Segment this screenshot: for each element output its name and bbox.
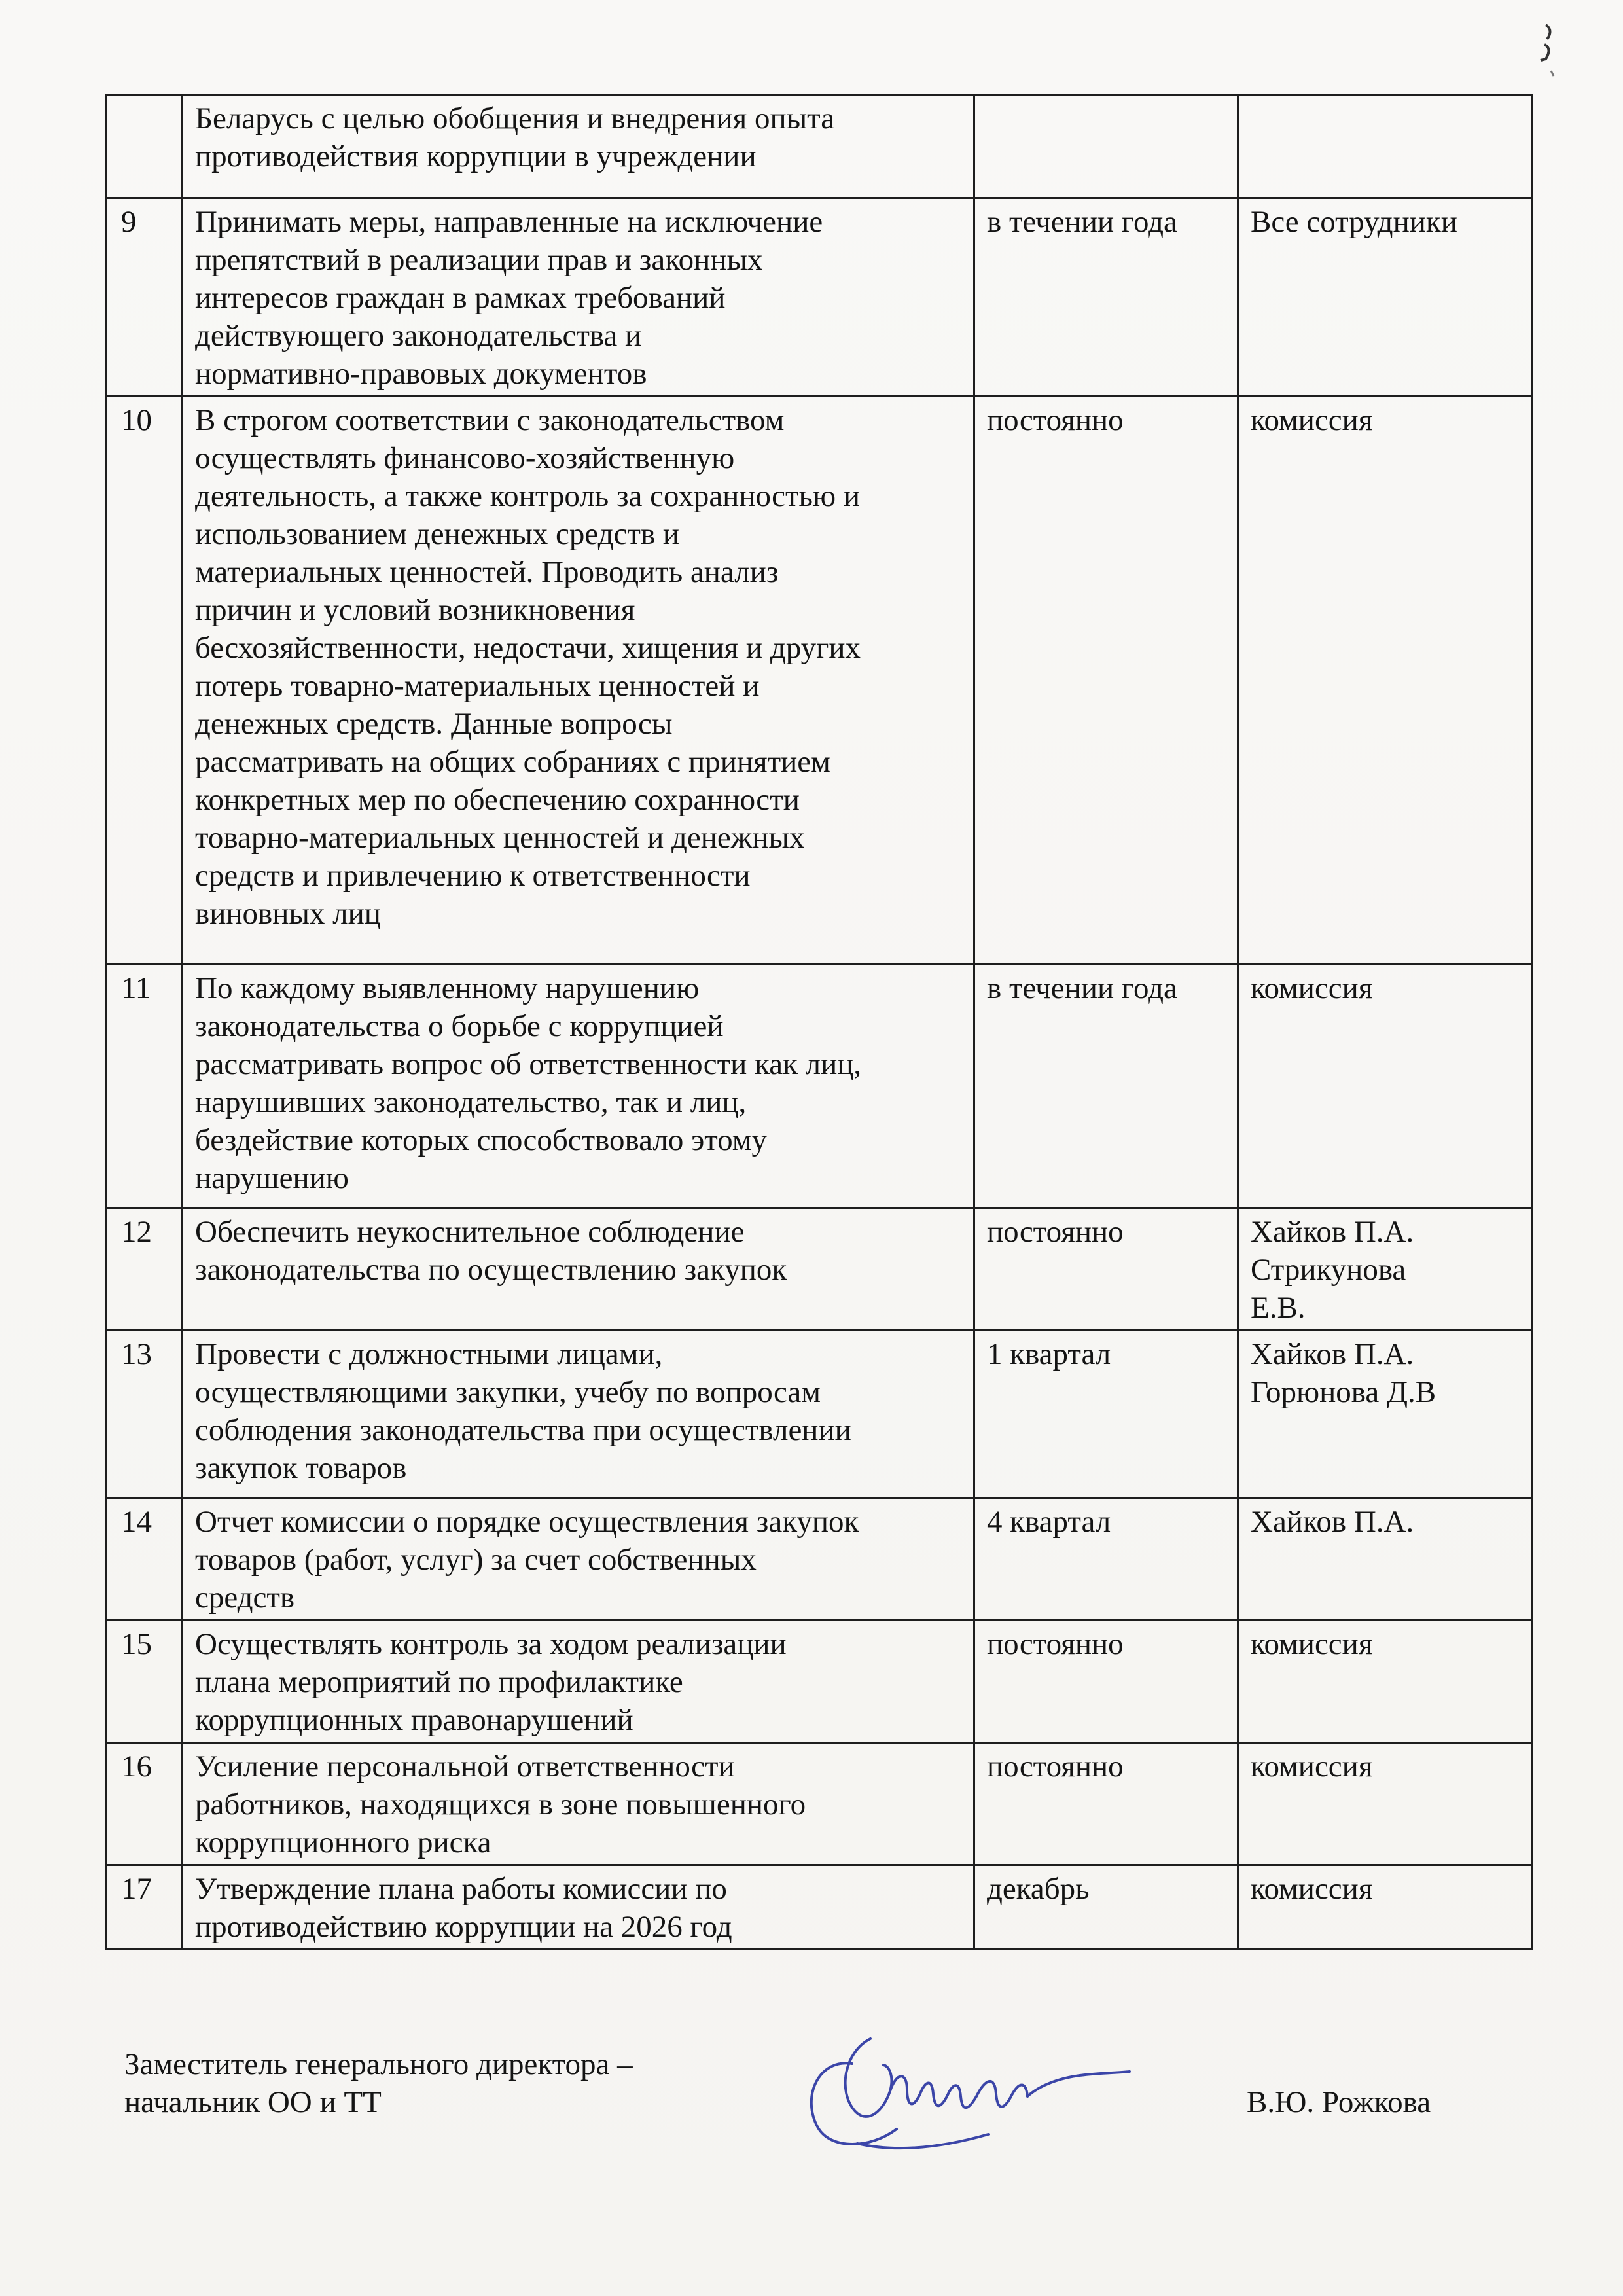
row-action: Отчет комиссии о порядке осуществления закупок товаров (работ, услуг) за счет собственных средств xyxy=(195,1505,859,1615)
row-action-cell xyxy=(183,198,974,397)
row-number-cell xyxy=(106,397,183,965)
row-term-cell xyxy=(974,1208,1238,1331)
row-action: Осуществлять контроль за ходом реализации плана мероприятий по профилактике коррупционных правонарушений xyxy=(195,1627,787,1737)
row-responsible-cell xyxy=(1238,1621,1533,1743)
row-responsible-cell xyxy=(1238,397,1533,965)
table-row xyxy=(106,1743,1533,1865)
row-action-cell xyxy=(183,1331,974,1498)
row-responsible: Хайков П.А. Горюнова Д.В xyxy=(1251,1337,1436,1409)
row-responsible-cell xyxy=(1238,965,1533,1208)
table-row xyxy=(106,1208,1533,1331)
row-number-cell xyxy=(106,1498,183,1621)
row-action-cell xyxy=(183,1621,974,1743)
row-number: 13 xyxy=(121,1337,152,1371)
row-term-cell xyxy=(974,198,1238,397)
row-term-cell xyxy=(974,1621,1238,1743)
row-number-cell xyxy=(106,1743,183,1865)
row-responsible-cell xyxy=(1238,1865,1533,1950)
row-action: Усиление персональной ответственности работников, находящихся в зоне повышенного коррупционного риска xyxy=(195,1749,806,1859)
row-action-cell xyxy=(183,1208,974,1331)
row-number: 17 xyxy=(121,1872,152,1906)
row-number-cell xyxy=(106,1865,183,1950)
row-number: 10 xyxy=(121,403,152,437)
table-row xyxy=(106,1865,1533,1950)
edge-mark xyxy=(1531,13,1571,105)
row-number-cell xyxy=(106,198,183,397)
signatory-position: Заместитель генерального директора – начальник ОО и ТТ xyxy=(124,2047,633,2119)
row-action-cell xyxy=(183,1743,974,1865)
table-row xyxy=(106,1621,1533,1743)
row-action: Обеспечить неукоснительное соблюдение законодательства по осуществлению закупок xyxy=(195,1215,787,1287)
row-term: в течении года xyxy=(987,971,1177,1005)
row-term: в течении года xyxy=(987,205,1177,239)
table-row xyxy=(106,1331,1533,1498)
table-row xyxy=(106,965,1533,1208)
row-responsible-cell xyxy=(1238,1498,1533,1621)
signatory-name: В.Ю. Рожкова xyxy=(1247,2085,1431,2119)
row-term-cell xyxy=(974,95,1238,198)
row-term-cell xyxy=(974,965,1238,1208)
row-term: декабрь xyxy=(987,1872,1090,1906)
row-number: 15 xyxy=(121,1627,152,1661)
row-term-cell xyxy=(974,397,1238,965)
row-responsible: комиссия xyxy=(1251,403,1373,437)
row-responsible-cell xyxy=(1238,1208,1533,1331)
table-row xyxy=(106,198,1533,397)
row-term: постоянно xyxy=(987,403,1124,437)
row-responsible-cell xyxy=(1238,95,1533,198)
row-action: Провести с должностными лицами, осуществляющими закупки, учебу по вопросам соблюдения законодательства при осуществлении закупок товаров xyxy=(195,1337,851,1485)
handwritten-signature xyxy=(792,2013,1132,2163)
row-action: По каждому выявленному нарушению законодательства о борьбе с коррупцией рассматривать вопрос об ответственности как лиц, нарушивших законодательство, так и лиц, бездействие которых способствовало этому нарушению xyxy=(195,971,862,1195)
row-number-cell xyxy=(106,1208,183,1331)
row-number: 16 xyxy=(121,1749,152,1784)
row-action: В строгом соответствии с законодательством осуществлять финансово-хозяйственную деятельность, а также контроль за сохранностью и использованием денежных средств и материальных ценностей. Проводить анализ причин и условий возникновения бесхозяйственности, недостачи, хищения и других потерь товарно-материальных ценностей и денежных средств. Данные вопросы рассматривать на общих собраниях с принятием конкретных мер по обеспечению сохранности товарно-материальных ценностей и денежных средств и привлечению к ответственности виновных лиц xyxy=(195,403,861,931)
row-number-cell xyxy=(106,95,183,198)
row-responsible: Все сотрудники xyxy=(1251,205,1457,239)
row-term: постоянно xyxy=(987,1627,1124,1661)
row-number: 9 xyxy=(121,205,137,239)
row-responsible: комиссия xyxy=(1251,971,1373,1005)
row-responsible: Хайков П.А. Стрикунова Е.В. xyxy=(1251,1215,1414,1325)
table-row xyxy=(106,95,1533,198)
row-action-cell xyxy=(183,1865,974,1950)
row-responsible: комиссия xyxy=(1251,1749,1373,1784)
row-term: 4 квартал xyxy=(987,1505,1111,1539)
row-term-cell xyxy=(974,1865,1238,1950)
row-term: 1 квартал xyxy=(987,1337,1111,1371)
row-action-cell xyxy=(183,965,974,1208)
row-term-cell xyxy=(974,1498,1238,1621)
row-number-cell xyxy=(106,1331,183,1498)
row-number: 11 xyxy=(121,971,151,1005)
measures-table-body xyxy=(106,95,1533,1950)
row-responsible: комиссия xyxy=(1251,1872,1373,1906)
row-term-cell xyxy=(974,1331,1238,1498)
row-term: постоянно xyxy=(987,1215,1124,1249)
table-row xyxy=(106,397,1533,965)
row-number: 14 xyxy=(121,1505,152,1539)
row-action: Беларусь с целью обобщения и внедрения опыта противодействия коррупции в учреждении xyxy=(195,101,835,173)
row-term: постоянно xyxy=(987,1749,1124,1784)
row-action-cell xyxy=(183,1498,974,1621)
row-number-cell xyxy=(106,1621,183,1743)
row-responsible: Хайков П.А. xyxy=(1251,1505,1414,1539)
row-responsible-cell xyxy=(1238,198,1533,397)
row-responsible-cell xyxy=(1238,1743,1533,1865)
table-row xyxy=(106,1498,1533,1621)
row-term-cell xyxy=(974,1743,1238,1865)
measures-table xyxy=(105,94,1533,1950)
row-action: Утверждение плана работы комиссии по противодействию коррупции на 2026 год xyxy=(195,1872,732,1944)
row-action-cell xyxy=(183,397,974,965)
row-number: 12 xyxy=(121,1215,152,1249)
row-responsible: комиссия xyxy=(1251,1627,1373,1661)
row-responsible-cell xyxy=(1238,1331,1533,1498)
row-action: Принимать меры, направленные на исключение препятствий в реализации прав и законных интересов граждан в рамках требований действующего законодательства и нормативно-правовых документов xyxy=(195,205,823,391)
row-action-cell xyxy=(183,95,974,198)
row-number-cell xyxy=(106,965,183,1208)
